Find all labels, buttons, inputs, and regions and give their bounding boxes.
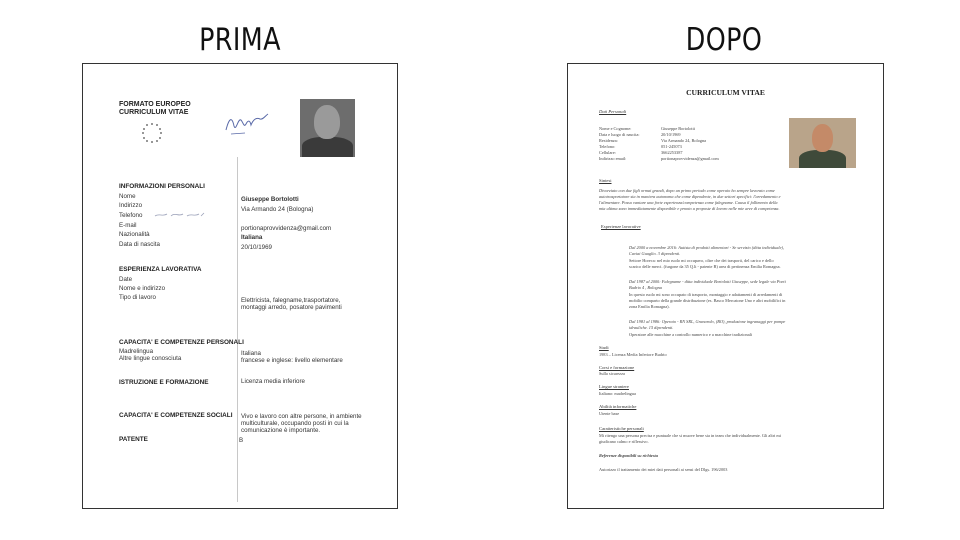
exp3-title-line1: Dal 1981 al 1986: Operaio - RN SRL, Granarolo, (BO), produzione ingranaggi per pompe [629, 319, 786, 324]
exp2-title-line2: Budrio 4 , Bologna [629, 285, 662, 290]
label-mobile: Cellulare: [599, 150, 616, 155]
value-license: B [239, 437, 244, 444]
value-birth-date: 20/10/1969 [661, 132, 681, 137]
section-it-skills: Abilità informatiche [599, 404, 637, 409]
section-courses: Corsi e formazione [599, 365, 635, 370]
exp3-desc-line1: Operatore alle macchine a controllo numerico e a macchine tradizionali [629, 332, 752, 337]
value-nationality: Italiana [241, 234, 263, 241]
exp3-title-line2: idrauliche. 15 dipendenti. [629, 325, 674, 330]
value-email-address: portionaprovvidenza@gmail.com [661, 156, 719, 161]
section-education: ISTRUZIONE E FORMAZIONE [119, 379, 209, 386]
section-personal-info: INFORMAZIONI PERSONALI [119, 183, 205, 190]
value-courses: Sulla sicurezza [599, 371, 625, 376]
profile-photo-after [789, 118, 856, 168]
cv-after-page [567, 63, 884, 509]
value-address: Via Armando 24 (Bologna) [241, 206, 314, 213]
exp2-desc-line3: zona Emilia Romagna). [629, 304, 670, 309]
format-title-line1: FORMATO EUROPEO [119, 101, 191, 108]
value-social-line2: multiculturale, occupando posti in cui la [241, 420, 349, 427]
heading-before: PRIMA [199, 22, 281, 58]
value-languages: Italiano: madrelingua [599, 391, 636, 396]
label-job-type: Tipo di lavoro [119, 294, 156, 301]
label-mother-tongue: Madrelingua [119, 348, 154, 355]
value-name: Giuseppe Bortolotti [241, 196, 299, 203]
label-full-name: Nome e Cognome: [599, 126, 632, 131]
format-title-line2: CURRICULUM VITAE [119, 109, 189, 116]
value-telephone: 051-245073 [661, 144, 682, 149]
column-divider [237, 157, 238, 502]
value-email: portionaprovvidenza@gmail.com [241, 225, 332, 232]
section-work-experience: Esperienze lavorative [601, 224, 641, 229]
value-job-type-line2: montaggi arredo, posatore pavimenti [241, 304, 342, 311]
cv-before-page [82, 63, 398, 509]
summary-line-3: l'alimentare. Posso vantare una forte esperienza/competenza come falegname. Causa il fallimento della [599, 200, 778, 205]
summary-line-4: mia ultima sono immediatamente disponibile e pronto a proposte di lavoro nelle mie aree di competenza. [599, 206, 780, 211]
cv-title: CURRICULUM VITAE [686, 88, 765, 97]
privacy-consent: Autorizzo il trattamento dei miei dati personali ai sensi del Dlgs. 196/2003 [599, 467, 728, 472]
section-personal-traits: Caratteristiche personali [599, 426, 644, 431]
value-traits-line2: giudicano calmo e riflessivo. [599, 439, 649, 444]
exp2-title-line1: Dal 1987 al 2000: Falegname - ditta individuale Bortolotti Giuseppe, sede legale via Poeti [629, 279, 786, 284]
section-personal-data: Dati Personali [599, 109, 627, 114]
section-studies: Studi [599, 345, 609, 350]
summary-line-1: Divorziato con due figli ormai grandi, dopo un primo periodo come operaio ho sempre lavorato come [599, 188, 775, 193]
exp1-desc-line1: Settore Horeca: nel mio ruolo mi occupavo, oltre che dei trasporti, del carico e dello [629, 258, 774, 263]
value-mobile: 3662253387 [661, 150, 683, 155]
value-job-type-line1: Elettricista, falegname,trasportatore, [241, 297, 341, 304]
value-residence: Via Armando 24, Bologna [661, 138, 707, 143]
value-birth: 20/10/1969 [241, 244, 272, 251]
section-experience: ESPERIENZA LAVORATIVA [119, 266, 202, 273]
eu-flag-icon [142, 123, 162, 143]
profile-photo [300, 99, 355, 157]
label-birth: Data di nascita [119, 241, 160, 248]
value-social-line3: comunicazione è importante. [241, 427, 321, 434]
section-summary: Sintesi [599, 178, 612, 183]
label-email-address: Indirizzo email: [599, 156, 627, 161]
section-personal-skills: CAPACITA' E COMPETENZE PERSONALI [119, 339, 244, 346]
section-license: PATENTE [119, 436, 148, 443]
section-social-skills: CAPACITA' E COMPETENZE SOCIALI [119, 412, 233, 419]
handwritten-phone-note [153, 210, 205, 220]
value-other-languages: francese e inglese: livello elementare [241, 357, 343, 364]
label-residence: Residenza: [599, 138, 618, 143]
heading-after: DOPO [685, 22, 763, 58]
references-note: Referenze disponibili su richiesta [599, 453, 658, 458]
value-social-line1: Vivo e lavoro con altre persone, in ambiente [241, 413, 362, 420]
exp2-desc-line2: mobilio comparto della grande distribuzione (es. Basco Mercatone Uno e altri mobilifici in [629, 298, 786, 303]
label-email: E-mail [119, 222, 137, 229]
label-name: Nome [119, 193, 136, 200]
label-date: Date [119, 276, 133, 283]
label-nationality: Nazionalità [119, 231, 150, 238]
exp1-title-line1: Dal 2000 a novembre 2016: Autista di prodotti alimentari - Se servizio (ditta individuale), [629, 245, 784, 250]
value-it-skills: Utente base [599, 411, 620, 416]
exp1-desc-line2: scarico delle merci. (furgone da 35 Q.li - patente B) area di pertinenza Emilia Romagna. [629, 264, 781, 269]
label-employer: Nome e indirizzo [119, 285, 166, 292]
summary-line-2: autotrasportatore sia in maniera autonoma che come dipendente, in due settori specifici: l'arredamento e [599, 194, 781, 199]
label-phone: Telefono [119, 212, 143, 219]
label-address: Indirizzo [119, 202, 143, 209]
label-other-languages: Altre lingue conosciuta [119, 355, 182, 362]
value-full-name: Giuseppe Bortolotti [661, 126, 696, 131]
label-telephone: Telefono: [599, 144, 616, 149]
value-studies: 1983 – Licenza Media Inferiore Budrio [599, 352, 667, 357]
value-education: Licenza media inferiore [241, 378, 305, 385]
value-mother-tongue: Italiana [241, 350, 261, 357]
section-languages: Lingue straniere [599, 384, 629, 389]
label-birth-place: Data e luogo di nascita: [599, 132, 640, 137]
exp1-title-line2: Caviai Guaglio. 3 dipendenti. [629, 251, 681, 256]
handwritten-signature [223, 108, 271, 136]
value-traits-line1: Mi ritengo una persona precisa e puntuale che si muove bene sia in team che individualmente. Gli altri mi [599, 433, 781, 438]
exp2-desc-line1: In questo ruolo mi sono occupato di trasporto, montaggio e adattamenti di arredamenti di [629, 292, 783, 297]
